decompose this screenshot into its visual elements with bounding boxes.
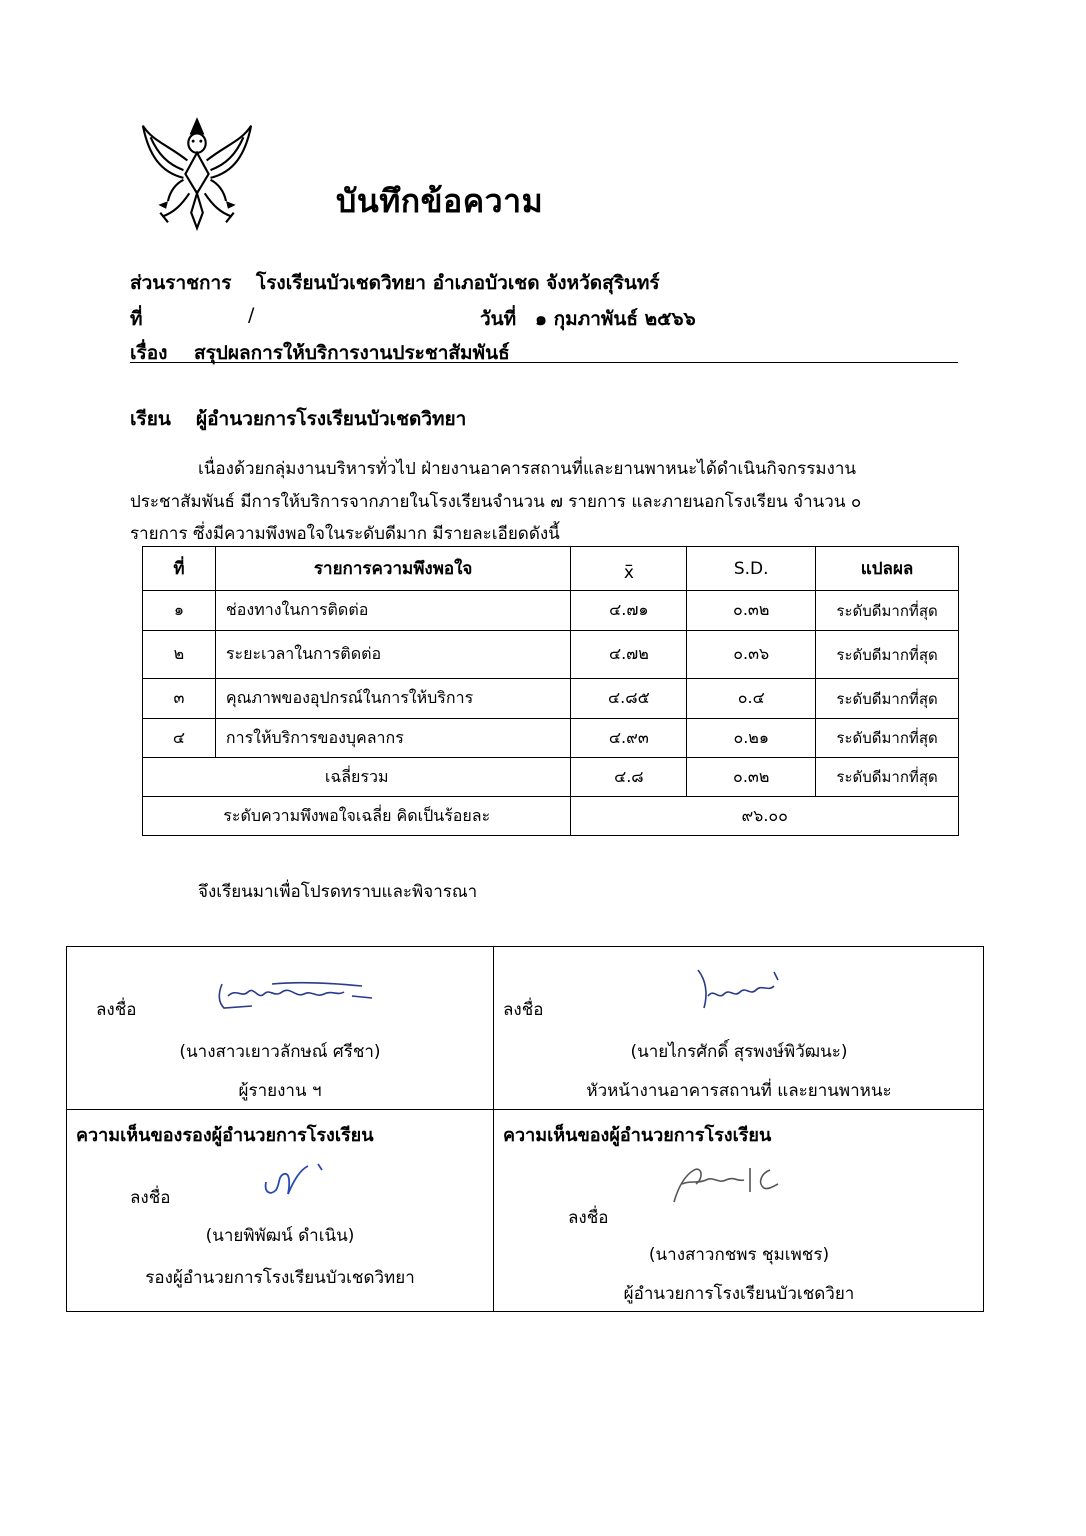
header-mean xyxy=(571,547,687,591)
garuda-emblem xyxy=(138,116,256,232)
row-interp: ระดับดีมากที่สุด xyxy=(816,631,959,679)
mean-bar-symbol: _ xyxy=(625,551,633,567)
row-item: ระยะเวลาในการติดต่อ xyxy=(215,631,571,679)
head-signature xyxy=(694,966,788,1016)
percent-value: ๙๖.๐๐ xyxy=(571,797,959,836)
reporter-sign-label: ลงชื่อ xyxy=(96,1000,137,1020)
row-sd: ๐.๓๖ xyxy=(687,631,816,679)
deputy-sign-label: ลงชื่อ xyxy=(130,1188,171,1208)
header-interp: แปลผล xyxy=(816,547,959,591)
director-position: ผู้อำนวยการโรงเรียนบัวเชดวิยา xyxy=(623,1284,855,1304)
deputy-signature xyxy=(260,1160,330,1202)
head-sign-label: ลงชื่อ xyxy=(503,1000,544,1020)
row-interp: ระดับดีมากที่สุด xyxy=(816,591,959,631)
row-interp: ระดับดีมากที่สุด xyxy=(816,719,959,758)
memo-title: บันทึกข้อความ xyxy=(336,182,544,220)
director-sign-label: ลงชื่อ xyxy=(568,1208,609,1228)
subject-value: สรุปผลการให้บริการงานประชาสัมพันธ์ xyxy=(194,342,510,364)
satisfaction-table xyxy=(142,546,959,836)
head-name: (นายไกรศักดิ์ สุรพงษ์พิวัฒนะ) xyxy=(630,1042,848,1062)
row-sd: ๐.๓๒ xyxy=(687,591,816,631)
header-sd: S.D. xyxy=(687,547,816,591)
reporter-signature xyxy=(212,976,388,1016)
date-value: ๑ กุมภาพันธ์ ๒๕๖๖ xyxy=(535,308,696,330)
table-average-row xyxy=(143,758,959,797)
body-line-3: รายการ ซึ่งมีความพึงพอใจในระดับดีมาก มีรายละเอียดดังนี้ xyxy=(130,524,560,544)
director-name: (นางสาวกชพร ชุมเพชร) xyxy=(648,1245,830,1265)
header-no: ที่ xyxy=(143,547,216,591)
table-row xyxy=(143,631,959,679)
percent-label: ระดับความพึงพอใจเฉลี่ย คิดเป็นร้อยละ xyxy=(143,797,571,836)
row-mean: ๔.๘๕ xyxy=(571,679,687,719)
row-item: คุณภาพของอุปกรณ์ในการให้บริการ xyxy=(215,679,571,719)
average-label: เฉลี่ยรวม xyxy=(143,758,571,797)
row-no: ๓ xyxy=(143,679,216,719)
date-label: วันที่ xyxy=(480,308,517,330)
deputy-position: รองผู้อำนวยการโรงเรียนบัวเชดวิทยา xyxy=(145,1268,415,1288)
director-signature xyxy=(664,1162,786,1208)
average-sd: ๐.๓๒ xyxy=(687,758,816,797)
row-no: ๑ xyxy=(143,591,216,631)
row-item: การให้บริการของบุคลากร xyxy=(215,719,571,758)
closing-line: จึงเรียนมาเพื่อโปรดทราบและพิจารณา xyxy=(198,882,478,902)
row-mean: ๔.๗๒ xyxy=(571,631,687,679)
average-interp: ระดับดีมากที่สุด xyxy=(816,758,959,797)
row-sd: ๐.๔ xyxy=(687,679,816,719)
table-row xyxy=(143,591,959,631)
row-sd: ๐.๒๑ xyxy=(687,719,816,758)
row-mean: ๔.๙๓ xyxy=(571,719,687,758)
ref-slash: / xyxy=(248,304,255,326)
table-row xyxy=(143,679,959,719)
mean-x-symbol: x xyxy=(623,562,634,583)
row-mean: ๔.๗๑ xyxy=(571,591,687,631)
row-item: ช่องทางในการติดต่อ xyxy=(215,591,571,631)
row-no: ๔ xyxy=(143,719,216,758)
row-interp: ระดับดีมากที่สุด xyxy=(816,679,959,719)
to-value: ผู้อำนวยการโรงเรียนบัวเชดวิทยา xyxy=(196,408,467,430)
signature-divider-horizontal xyxy=(66,1109,984,1110)
body-line-1: เนื่องด้วยกลุ่มงานบริหารทั่วไป ฝ่ายงานอาคารสถานที่และยานพาหนะได้ดำเนินกิจกรรมงาน xyxy=(198,459,857,479)
deputy-name: (นายพิพัฒน์ ดำเนิน) xyxy=(205,1226,355,1246)
reporter-name: (นางสาวเยาวลักษณ์ ศรีชา) xyxy=(179,1042,381,1062)
header-item: รายการความพึงพอใจ xyxy=(215,547,571,591)
reporter-position: ผู้รายงาน ฯ xyxy=(238,1081,322,1101)
deputy-opinion-heading: ความเห็นของรองผู้อำนวยการโรงเรียน xyxy=(76,1125,374,1146)
table-row xyxy=(143,719,959,758)
body-line-2: ประชาสัมพันธ์ มีการให้บริการจากภายในโรงเรียนจำนวน ๗ รายการ และภายนอกโรงเรียน จำนวน ๐ xyxy=(130,492,862,512)
average-mean: ๔.๘ xyxy=(571,758,687,797)
agency-label: ส่วนราชการ xyxy=(130,272,232,294)
table-percent-row xyxy=(143,797,959,836)
agency-value: โรงเรียนบัวเชดวิทยา อำเภอบัวเชด จังหวัดสุรินทร์ xyxy=(256,272,660,294)
subject-label: เรื่อง xyxy=(130,342,168,364)
row-no: ๒ xyxy=(143,631,216,679)
director-opinion-heading: ความเห็นของผู้อำนวยการโรงเรียน xyxy=(503,1125,772,1146)
to-label: เรียน xyxy=(130,408,171,430)
ref-label: ที่ xyxy=(130,308,143,330)
table-header-row xyxy=(143,547,959,591)
head-position: หัวหน้างานอาคารสถานที่ และยานพาหนะ xyxy=(586,1081,892,1101)
header-divider xyxy=(130,362,958,363)
